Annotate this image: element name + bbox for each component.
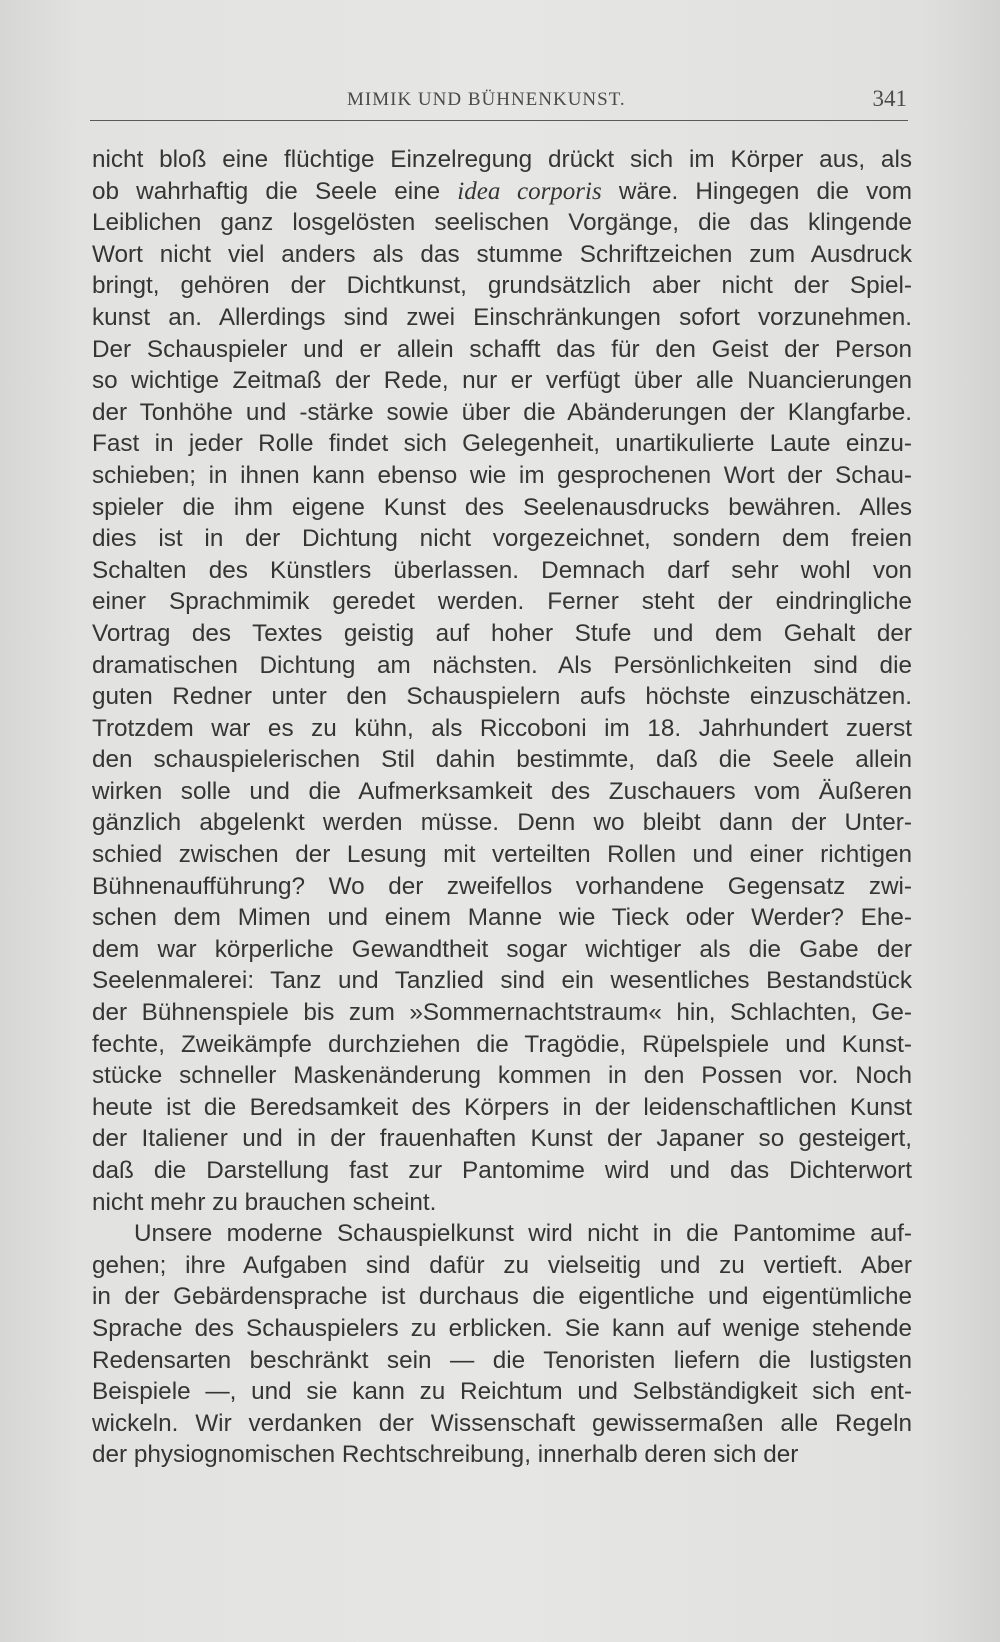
text-line: stücke schneller Maskenänderung kommen in den Possen vor. Noch — [92, 1062, 912, 1090]
text-line: ob wahrhaftig die Seele eine idea corporis wäre. Hingegen die vom — [92, 177, 912, 205]
text-line: Sprache des Schauspielers zu erblicken. Sie kann auf wenige stehende — [92, 1314, 912, 1342]
body-text — [92, 144, 912, 1471]
header-rule — [90, 120, 908, 121]
text-line: in der Gebärdensprache ist durchaus die eigentliche und eigentümliche — [92, 1283, 912, 1311]
text-line: Seelenmalerei: Tanz und Tanzlied sind ein wesentliches Bestandstück — [92, 967, 912, 995]
text-line: dies ist in der Dichtung nicht vorgezeichnet, sondern dem freien — [92, 525, 912, 553]
text-line: daß die Darstellung fast zur Pantomime wird und das Dichterwort — [92, 1157, 912, 1184]
text-line: wickeln. Wir verdanken der Wissenschaft gewissermaßen alle Regeln — [92, 1409, 912, 1437]
text-line: der Italiener und in der frauenhaften Kunst der Japaner so gesteigert, — [92, 1125, 912, 1153]
text-line: Der Schauspieler und er allein schafft das für den Geist der Person — [92, 335, 912, 363]
text-line: wirken solle und die Aufmerksamkeit des Zuschauers vom Äußeren — [92, 777, 912, 805]
running-title: MIMIK UND BÜHNENKUNST. — [347, 89, 626, 110]
text-line: heute ist die Beredsamkeit des Körpers in der leidenschaftlichen Kunst — [92, 1093, 912, 1121]
text-line: Fast in jeder Rolle findet sich Gelegenheit, unartikulierte Laute einzu- — [92, 430, 912, 458]
text-line: Unsere moderne Schauspielkunst wird nicht in die Pantomime auf- — [134, 1220, 912, 1248]
text-line: guten Redner unter den Schauspielern aufs höchste einzuschätzen. — [92, 683, 912, 711]
text-line: Vortrag des Textes geistig auf hoher Stufe und dem Gehalt der — [92, 619, 912, 647]
text-line: der Bühnenspiele bis zum »Sommernachtstraum« hin, Schlachten, Ge- — [92, 999, 912, 1027]
text-line: Redensarten beschränkt sein — die Tenoristen liefern die lustigsten — [92, 1346, 912, 1374]
text-line: Wort nicht viel anders als das stumme Schriftzeichen zum Ausdruck — [92, 240, 912, 268]
italic-phrase: idea corporis — [457, 177, 602, 205]
text-line: dramatischen Dichtung am nächsten. Als Persönlichkeiten sind die — [92, 651, 912, 679]
page-number: 341 — [872, 86, 907, 111]
text-line: den schauspielerischen Stil dahin bestimmte, daß die Seele allein — [92, 746, 912, 774]
text-line: kunst an. Allerdings sind zwei Einschränkungen sofort vorzunehmen. — [92, 303, 912, 331]
text-line: Beispiele —, und sie kann zu Reichtum und Selbständigkeit sich ent- — [92, 1378, 912, 1406]
text-line: Leiblichen ganz losgelösten seelischen Vorgänge, die das klingende — [92, 209, 912, 237]
text-line: spieler die ihm eigene Kunst des Seelenausdrucks bewähren. Alles — [92, 493, 912, 521]
text-line: Trotzdem war es zu kühn, als Riccoboni im 18. Jahrhundert zuerst — [92, 714, 912, 742]
text-line: bringt, gehören der Dichtkunst, grundsätzlich aber nicht der Spiel- — [92, 272, 912, 300]
text-line: der physiognomischen Rechtschreibung, innerhalb deren sich der — [92, 1441, 799, 1469]
text-line: einer Sprachmimik geredet werden. Ferner steht der eindringliche — [92, 588, 912, 616]
text-line: so wichtige Zeitmaß der Rede, nur er verfügt über alle Nuancierungen — [92, 367, 912, 395]
running-head — [92, 86, 907, 116]
text-line: nicht bloß eine flüchtige Einzelregung drückt sich im Körper aus, als — [92, 146, 912, 173]
text-line: schen dem Mimen und einem Manne wie Tieck oder Werder? Ehe- — [92, 904, 912, 932]
text-line: gänzlich abgelenkt werden müsse. Denn wo bleibt dann der Unter- — [92, 809, 912, 837]
text-line: nicht mehr zu brauchen scheint. — [92, 1188, 437, 1216]
text-line: Bühnenaufführung? Wo der zweifellos vorhandene Gegensatz zwi- — [92, 872, 912, 900]
text-line: dem war körperliche Gewandtheit sogar wichtiger als die Gabe der — [92, 935, 912, 963]
text-line: der Tonhöhe und -stärke sowie über die Abänderungen der Klangfarbe. — [92, 398, 912, 426]
text-line: Schalten des Künstlers überlassen. Demnach darf sehr wohl von — [92, 556, 912, 584]
text-line: schied zwischen der Lesung mit verteilten Rollen und einer richtigen — [92, 841, 912, 869]
text-line: schieben; in ihnen kann ebenso wie im gesprochenen Wort der Schau- — [92, 461, 912, 489]
text-line: fechte, Zweikämpfe durchziehen die Tragödie, Rüpelspiele und Kunst- — [92, 1030, 912, 1058]
text-line: gehen; ihre Aufgaben sind dafür zu vielseitig und zu vertieft. Aber — [92, 1251, 912, 1279]
